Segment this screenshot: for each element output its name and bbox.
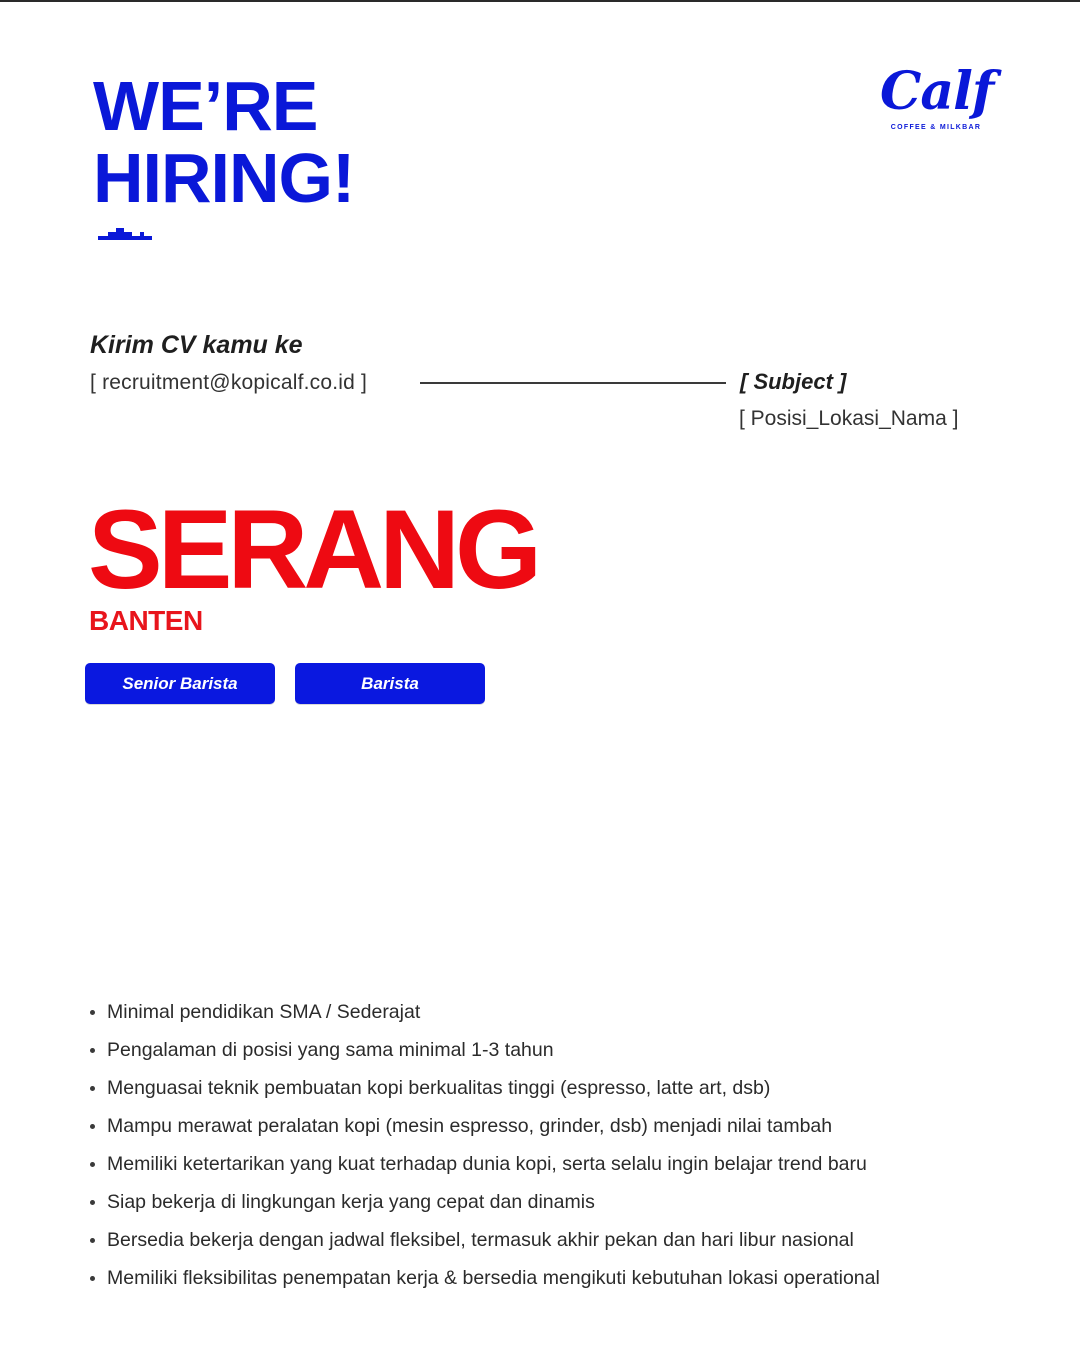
- logo-tagline: COFFEE & MILKBAR: [890, 124, 982, 131]
- position-senior-barista-button[interactable]: Senior Barista: [85, 663, 275, 704]
- requirement-item: Pengalaman di posisi yang sama minimal 1-3 tahun: [88, 1031, 1008, 1069]
- connector-line: [420, 382, 726, 384]
- requirement-item: Memiliki fleksibilitas penempatan kerja & bersedia mengikuti kebutuhan lokasi operational: [88, 1259, 1008, 1297]
- top-border-line: [0, 0, 1080, 2]
- position-barista-button[interactable]: Barista: [295, 663, 485, 704]
- recruitment-email[interactable]: [ recruitment@kopicalf.co.id ]: [90, 371, 368, 394]
- requirement-item: Menguasai teknik pembuatan kopi berkualitas tinggi (espresso, latte art, dsb): [88, 1069, 1008, 1107]
- send-cv-title: Kirim CV kamu ke: [90, 331, 303, 359]
- requirement-item: Memiliki ketertarikan yang kuat terhadap dunia kopi, serta selalu ingin belajar trend baru: [88, 1145, 1008, 1183]
- headline-line-2: HIRING!: [93, 139, 355, 217]
- brand-logo: [880, 62, 992, 142]
- hiring-headline: [93, 67, 355, 217]
- requirement-item: Bersedia bekerja dengan jadwal fleksibel, termasuk akhir pekan dan hari libur nasional: [88, 1221, 1008, 1259]
- subject-label: [ Subject ]: [740, 369, 847, 394]
- requirement-item: Siap bekerja di lingkungan kerja yang cepat dan dinamis: [88, 1183, 1008, 1221]
- headline-line-1: WE’RE: [93, 67, 318, 145]
- subject-format: [ Posisi_Lokasi_Nama ]: [739, 407, 959, 430]
- requirement-item: Mampu merawat peralatan kopi (mesin espresso, grinder, dsb) menjadi nilai tambah: [88, 1107, 1008, 1145]
- requirements-list: [88, 993, 1008, 1297]
- city-name: SERANG: [88, 487, 538, 612]
- wave-decoration-icon: [98, 226, 152, 240]
- requirement-item: Minimal pendidikan SMA / Sederajat: [88, 993, 1008, 1031]
- logo-wordmark: Calf: [880, 61, 994, 122]
- province-name: BANTEN: [89, 605, 203, 636]
